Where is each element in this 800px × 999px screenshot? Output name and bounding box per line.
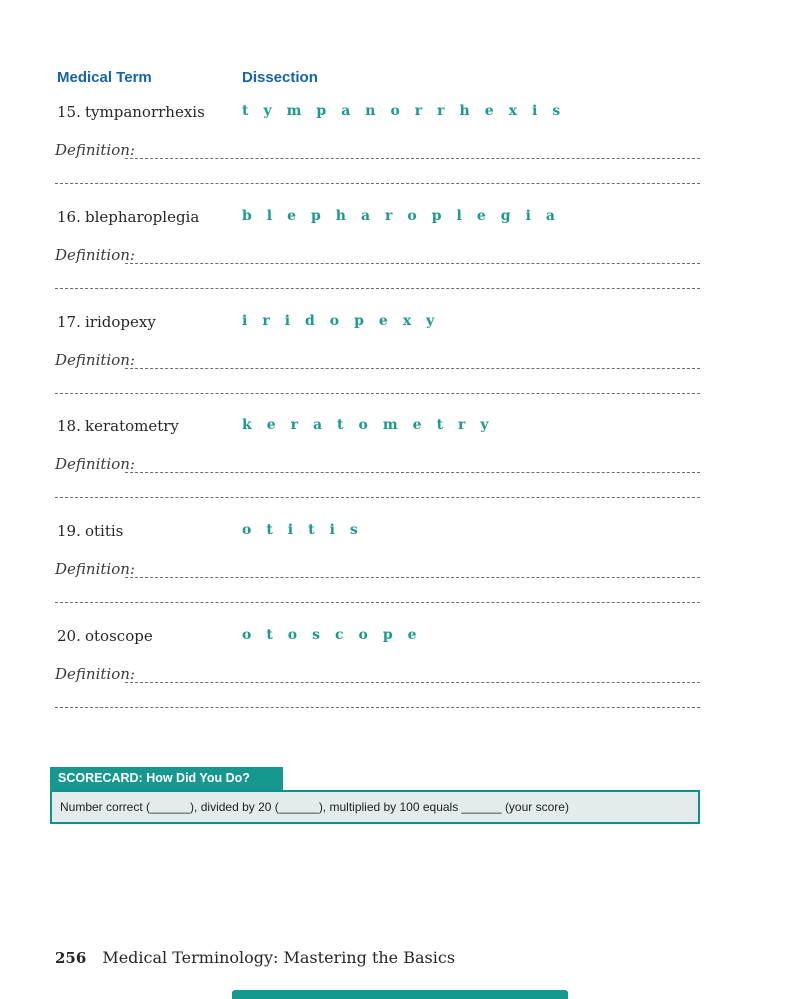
definition-label: Definition:: [55, 350, 135, 369]
exercise-item: [55, 208, 700, 313]
term-row: [55, 522, 700, 540]
item-number: 20.: [57, 626, 81, 645]
term-row: [55, 417, 700, 435]
term-row: [55, 208, 700, 226]
scorecard-title: SCORECARD: How Did You Do?: [58, 771, 250, 785]
medical-term: iridopexy: [85, 312, 156, 331]
definition-blank-line-1: [125, 263, 700, 264]
item-number: 16.: [57, 207, 81, 226]
scorecard-header-bar: [50, 767, 283, 790]
item-number: 15.: [57, 103, 81, 121]
scorecard-formula-text: Number correct (______), divided by 20 (______), multiplied by 100 equals ______ (your score): [60, 800, 569, 814]
definition-blank-line-2: [55, 393, 700, 394]
definition-label: Definition:: [55, 664, 135, 683]
scorecard-box: [50, 790, 700, 824]
exercise-item: [55, 522, 700, 627]
dissection-answer: otitis: [242, 522, 373, 539]
definition-blank-line-2: [55, 288, 700, 289]
definition-blank-line-1: [125, 368, 700, 369]
dissection-column-header: Dissection: [242, 69, 318, 86]
item-number: 17.: [57, 312, 81, 331]
definition-blank-line-1: [125, 577, 700, 578]
item-number: 18.: [57, 417, 81, 436]
page-footer: [55, 948, 455, 967]
page-bottom-bar: [232, 990, 568, 999]
dissection-answer: keratometry: [242, 417, 504, 434]
dissection-answer: iridopexy: [242, 312, 450, 329]
definition-label: Definition:: [55, 245, 135, 264]
column-headers: [57, 69, 700, 86]
term-row: [55, 627, 700, 645]
definition-blank-line-2: [55, 497, 700, 498]
exercise-item: [55, 417, 700, 522]
medical-term: otitis: [85, 522, 124, 541]
dissection-answer: otoscope: [242, 626, 432, 643]
definition-blank-line-2: [55, 602, 700, 603]
definition-blank-line-1: [125, 158, 700, 159]
definition-label: Definition:: [55, 560, 135, 579]
dissection-answer: blepharoplegia: [242, 207, 570, 224]
term-row: [55, 313, 700, 331]
exercise-item: [55, 627, 700, 732]
medical-term: otoscope: [85, 626, 153, 645]
definition-label: Definition:: [55, 141, 135, 159]
definition-blank-line-1: [125, 682, 700, 683]
medical-term: keratometry: [85, 417, 179, 436]
exercise-item: [55, 103, 700, 208]
page-number: 256: [55, 949, 87, 967]
medical-term: tympanorrhexis: [85, 103, 205, 121]
book-title: Medical Terminology: Mastering the Basics: [102, 948, 456, 967]
exercise-item: [55, 313, 700, 418]
dissection-answer: tympanorrhexis: [242, 103, 576, 119]
medical-term: blepharoplegia: [85, 207, 200, 226]
definition-blank-line-2: [55, 707, 700, 708]
definition-label: Definition:: [55, 455, 135, 474]
medical-term-column-header: Medical Term: [57, 69, 152, 86]
exercise-item-list: [55, 103, 700, 732]
definition-blank-line-1: [125, 472, 700, 473]
definition-blank-line-2: [55, 183, 700, 184]
term-row: [55, 103, 700, 121]
item-number: 19.: [57, 522, 81, 541]
